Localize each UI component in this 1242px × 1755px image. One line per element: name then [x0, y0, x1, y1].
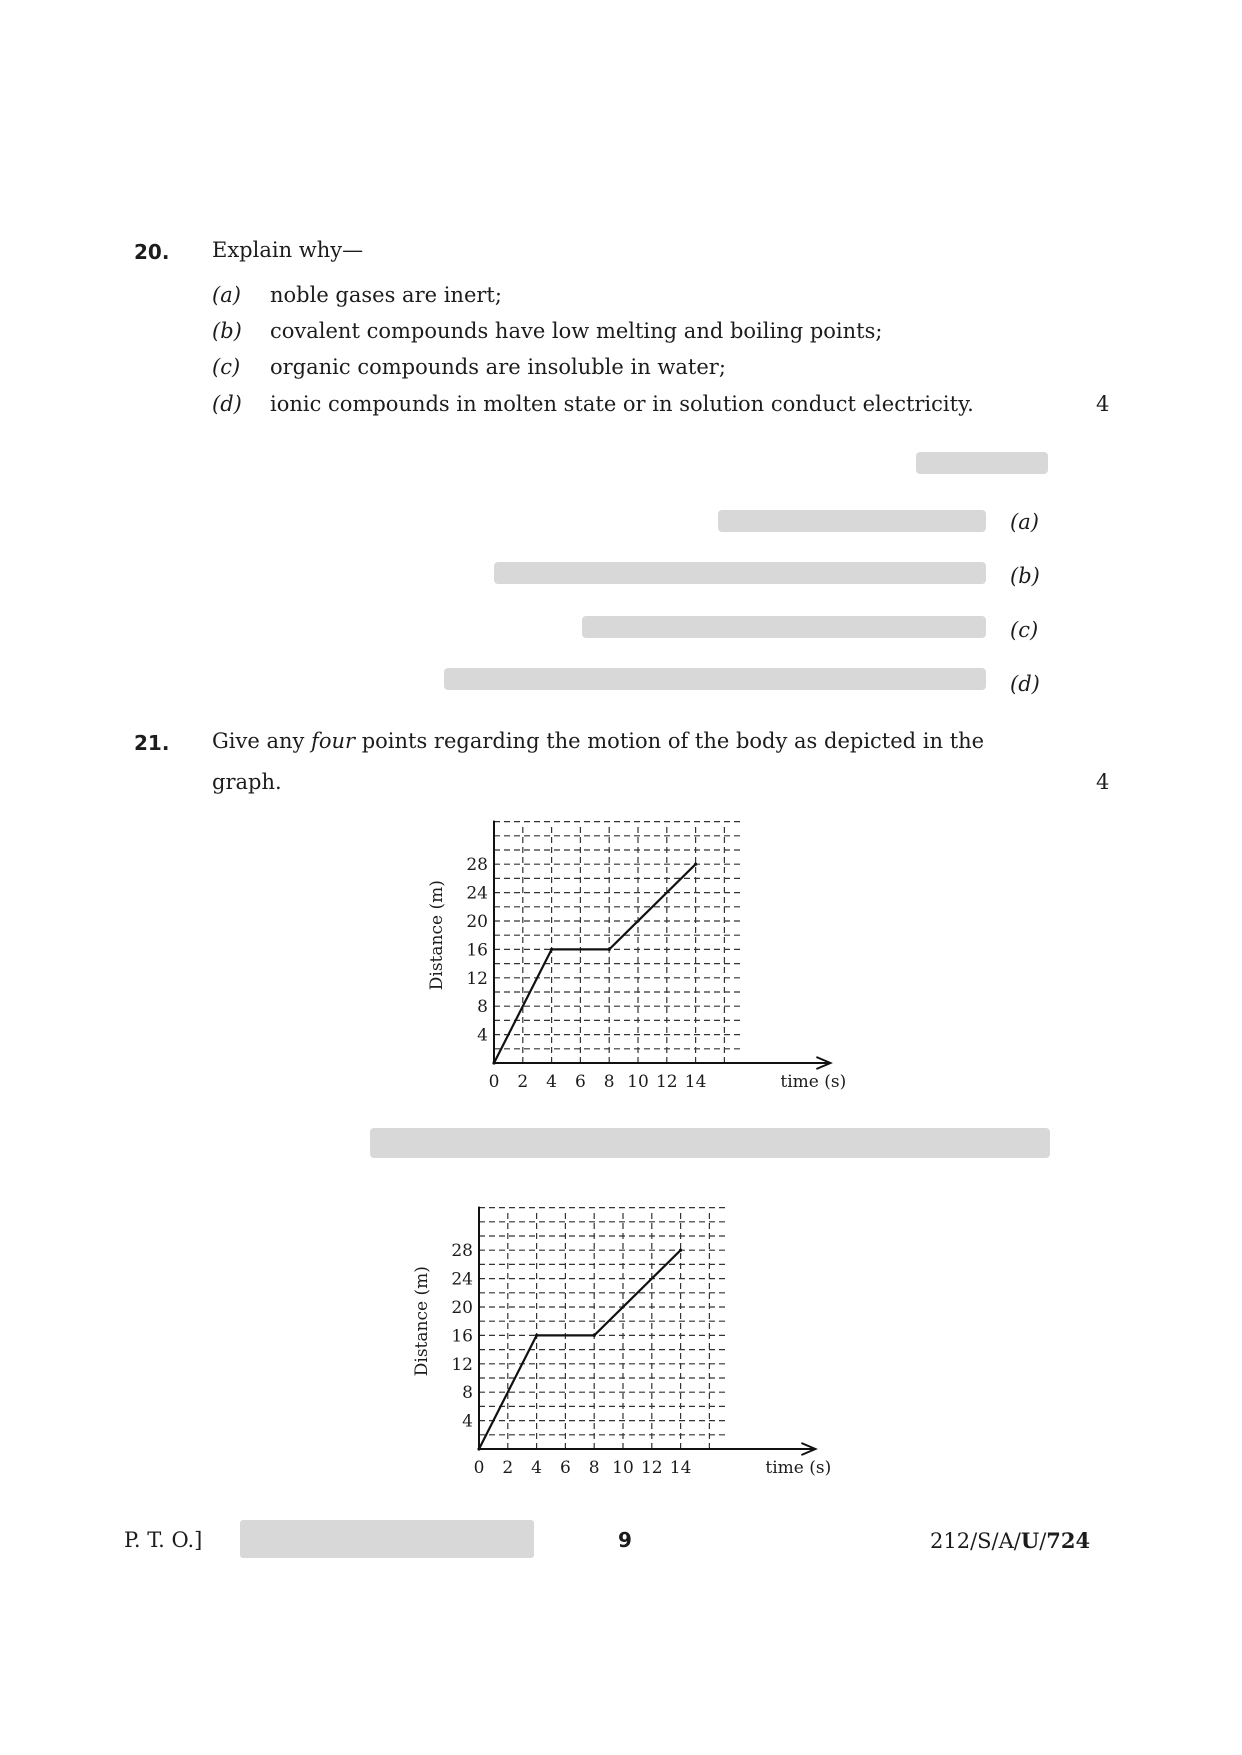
urdu-part-a-label: (a): [1010, 510, 1039, 534]
x-tick-label: 6: [559, 1458, 571, 1478]
x-tick-label: 12: [655, 1072, 678, 1092]
question-number-20: 20.: [134, 240, 170, 264]
question-20-stem: Explain why—: [212, 238, 364, 262]
footer-code-prefix: 212/S/A/: [930, 1529, 1021, 1553]
y-tick-label: 28: [451, 1241, 473, 1262]
x-axis-title: time (s): [765, 1458, 832, 1478]
q20-part-c-text: organic compounds are insoluble in water;: [270, 355, 726, 379]
y-tick-label: 24: [451, 1269, 473, 1290]
data-point: [477, 1447, 480, 1450]
q20-part-d-label: (d): [212, 392, 242, 416]
x-tick-label: 0: [488, 1072, 500, 1092]
data-point: [679, 1249, 682, 1252]
x-tick-label: 4: [546, 1072, 558, 1092]
footer-code-letter: U: [1020, 1528, 1040, 1553]
x-tick-label: 6: [574, 1072, 586, 1092]
question-21-stem-line2: graph.: [212, 770, 282, 794]
footer-code-num: 724: [1046, 1528, 1091, 1553]
y-tick-label: 20: [451, 1298, 473, 1318]
data-point: [593, 1334, 596, 1337]
y-tick-label: 16: [451, 1326, 473, 1347]
y-tick-label: 20: [466, 912, 488, 932]
q20-part-b-label: (b): [212, 319, 242, 343]
x-tick-label: 8: [588, 1458, 600, 1478]
y-tick-label: 12: [466, 968, 488, 989]
q20-part-a-text: noble gases are inert;: [270, 283, 502, 307]
urdu-part-c-label: (c): [1010, 618, 1039, 642]
y-axis-title: Distance (m): [427, 880, 447, 991]
urdu-part-b-label: (b): [1010, 564, 1040, 588]
y-tick-label: 4: [462, 1411, 473, 1432]
x-tick-label: 12: [640, 1458, 663, 1478]
y-tick-label: 24: [466, 883, 488, 904]
q20-part-b-text: covalent compounds have low melting and boiling points;: [270, 319, 883, 343]
footer-paper-code: [930, 1528, 1090, 1553]
x-tick-label: 14: [669, 1458, 692, 1478]
footer-pto: P. T. O.]: [124, 1528, 203, 1552]
y-tick-label: 4: [477, 1025, 488, 1046]
q20-part-c-label: (c): [212, 355, 241, 379]
y-tick-label: 8: [477, 997, 488, 1018]
x-tick-label: 4: [531, 1458, 543, 1478]
data-point: [535, 1334, 538, 1337]
q20-part-d-text: ionic compounds in molten state or in solution conduct electricity.: [270, 392, 974, 416]
q21-stem-emphasis: four: [311, 729, 356, 753]
x-tick-label: 10: [627, 1072, 649, 1092]
q20-part-a-label: (a): [212, 283, 241, 307]
x-tick-label: 2: [502, 1458, 514, 1478]
q21-stem-part1: Give any: [212, 729, 312, 753]
x-tick-label: 8: [603, 1072, 615, 1092]
y-tick-label: 8: [462, 1383, 473, 1404]
footer-page-number: 9: [618, 1528, 632, 1552]
x-tick-label: 0: [473, 1458, 485, 1478]
y-tick-label: 16: [466, 940, 488, 961]
x-tick-label: 2: [517, 1072, 529, 1092]
q21-stem-part2: points regarding the motion of the body as depicted in the: [355, 729, 985, 753]
footer-code-sep: /: [1039, 1529, 1047, 1553]
y-tick-label: 12: [451, 1354, 473, 1375]
y-axis-title: Distance (m): [412, 1266, 432, 1377]
barcode-placeholder: [240, 1520, 534, 1558]
urdu-part-d-label: (d): [1010, 672, 1040, 696]
question-number-21: 21.: [134, 731, 170, 755]
x-axis-title: time (s): [780, 1072, 847, 1092]
x-tick-label: 14: [684, 1072, 707, 1092]
y-tick-label: 28: [466, 855, 488, 876]
q21-marks: 4: [1096, 770, 1110, 794]
q20-marks: 4: [1096, 392, 1110, 416]
x-tick-label: 10: [612, 1458, 634, 1478]
